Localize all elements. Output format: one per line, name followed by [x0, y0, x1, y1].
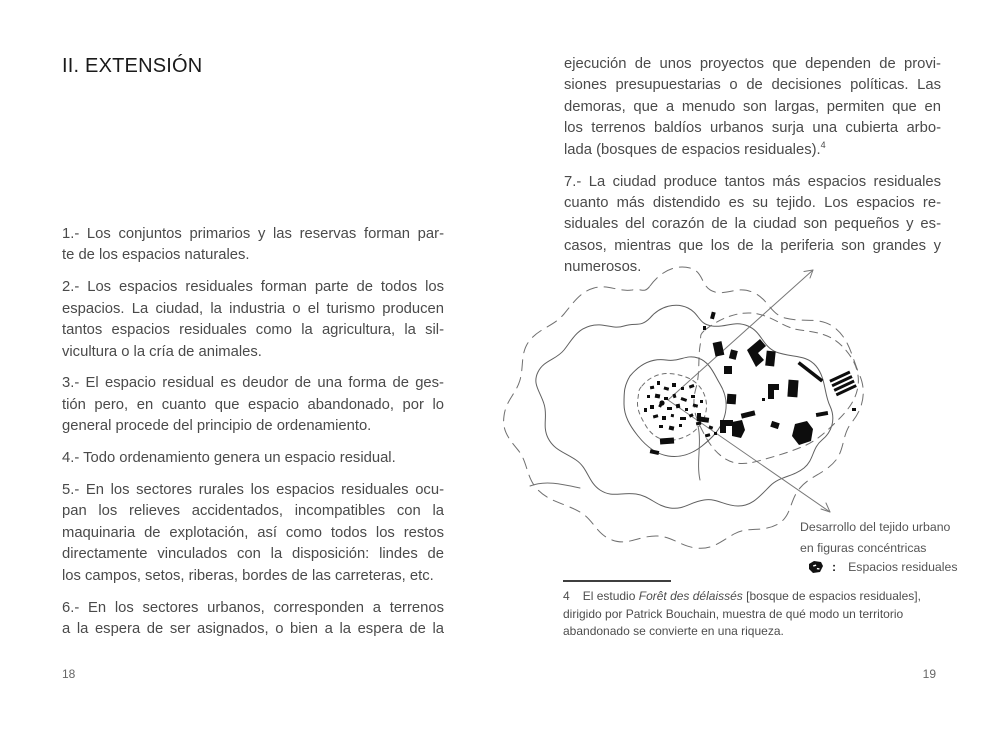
text-line: 6.- En los sectores urbanos, corresponden a terrenos	[62, 599, 444, 616]
text-line: ejecución de unos proyectos que dependen de provi-	[564, 56, 941, 72]
paragraph	[62, 598, 444, 641]
left-text-column	[62, 224, 444, 651]
text-line: maquinaria de explotación, así como todos los restos	[62, 524, 444, 541]
text-line: siduales del corazón de la ciudad son pequeños y es-	[564, 216, 941, 233]
contour-second	[536, 305, 833, 508]
text-line: numerosos.	[564, 259, 642, 276]
page-number-left: 18	[62, 667, 76, 681]
text-line: 4.- Todo ordenamiento genera un espacio residual.	[62, 450, 396, 467]
stray-stroke	[698, 426, 700, 480]
text-line: espacios. La ciudad, la industria o el turismo producen	[62, 300, 444, 317]
text-line: demoras, que a menudo son largas, permiten que en	[564, 98, 941, 115]
text-line: 5.- En los sectores rurales los espacios residuales ocu-	[62, 482, 444, 499]
paragraph	[564, 54, 941, 161]
paragraph	[62, 224, 444, 267]
text-line: 3.- El espacio residual es deudor de una forma de ges-	[62, 375, 444, 392]
paragraph	[62, 448, 444, 469]
contour-outer	[504, 267, 864, 548]
text-line: siones presupuestarias o de decisiones políticas. Las	[564, 77, 941, 94]
text-line: a la espera de ser asignados, o bien a la espera de la	[62, 621, 444, 637]
hatched-block	[829, 371, 857, 397]
text-line: tión pero, en cuanto que espacio abandonado, por lo	[62, 396, 444, 413]
figure-caption	[800, 517, 950, 559]
text-line: tantos espacios residuales como la agricultura, la sil-	[62, 322, 444, 339]
text-line: lada (bosques de espacios residuales).$^4$	[564, 139, 826, 158]
peripheral-buildings	[650, 312, 857, 455]
text-line: 7.- La ciudad produce tantos más espacios residuales	[564, 173, 941, 190]
text-line: los terrenos baldíos urbanos surja una cubierta arbo-	[564, 120, 941, 137]
footnote-line: abandonado se convierte en una riqueza.	[563, 624, 784, 639]
caption-line: Desarrollo del tejido urbano	[800, 520, 951, 534]
footnote-rule	[563, 580, 671, 582]
text-line: 2.- Los espacios residuales forman parte de todos los	[62, 279, 444, 296]
legend-label: Espacios residuales	[848, 560, 958, 574]
paragraph	[62, 277, 444, 363]
caption-line: en figuras concéntricas	[800, 541, 927, 555]
map-figure	[500, 258, 940, 556]
text-line: casos, mientras que los de la periferia son grandes y	[564, 237, 941, 254]
concentric-map-drawing	[500, 258, 940, 556]
text-line: 1.- Los conjuntos primarios y las reservas forman par-	[62, 226, 444, 242]
espacios-residuales-icon	[808, 560, 824, 574]
paragraph	[62, 480, 444, 587]
right-text-column	[564, 54, 941, 289]
legend-separator: :	[832, 560, 837, 574]
text-line: te de los espacios naturales.	[62, 247, 250, 264]
text-line: general procede del principio de ordenamiento.	[62, 418, 372, 435]
footnote-line: 4 El estudio Forêt des délaissés [bosque de espacios residuales],	[563, 589, 921, 603]
text-line: pan los relieves accidentados, incompatibles con la	[62, 503, 444, 520]
paragraph	[62, 373, 444, 437]
text-line: directamente vinculados con la disposición: lindes de	[62, 546, 444, 563]
chapter-title: II. EXTENSIÓN	[62, 55, 203, 77]
text-line: los campos, setos, riberas, bordes de las carreteras, etc.	[62, 567, 434, 584]
text-line: cuanto más distendido es su tejido. Los espacios re-	[564, 194, 941, 211]
page-number-right: 19	[922, 667, 936, 681]
contour-inner	[624, 357, 726, 457]
development-arrows	[668, 270, 830, 512]
page-right	[500, 0, 1000, 750]
footnote	[563, 588, 963, 641]
figure-legend	[808, 560, 957, 574]
footnote-line: dirigido por Patrick Bouchain, muestra de qué modo un territorio	[563, 606, 904, 621]
text-line: vicultura o la cría de animales.	[62, 343, 262, 360]
stray-stroke	[530, 483, 580, 488]
